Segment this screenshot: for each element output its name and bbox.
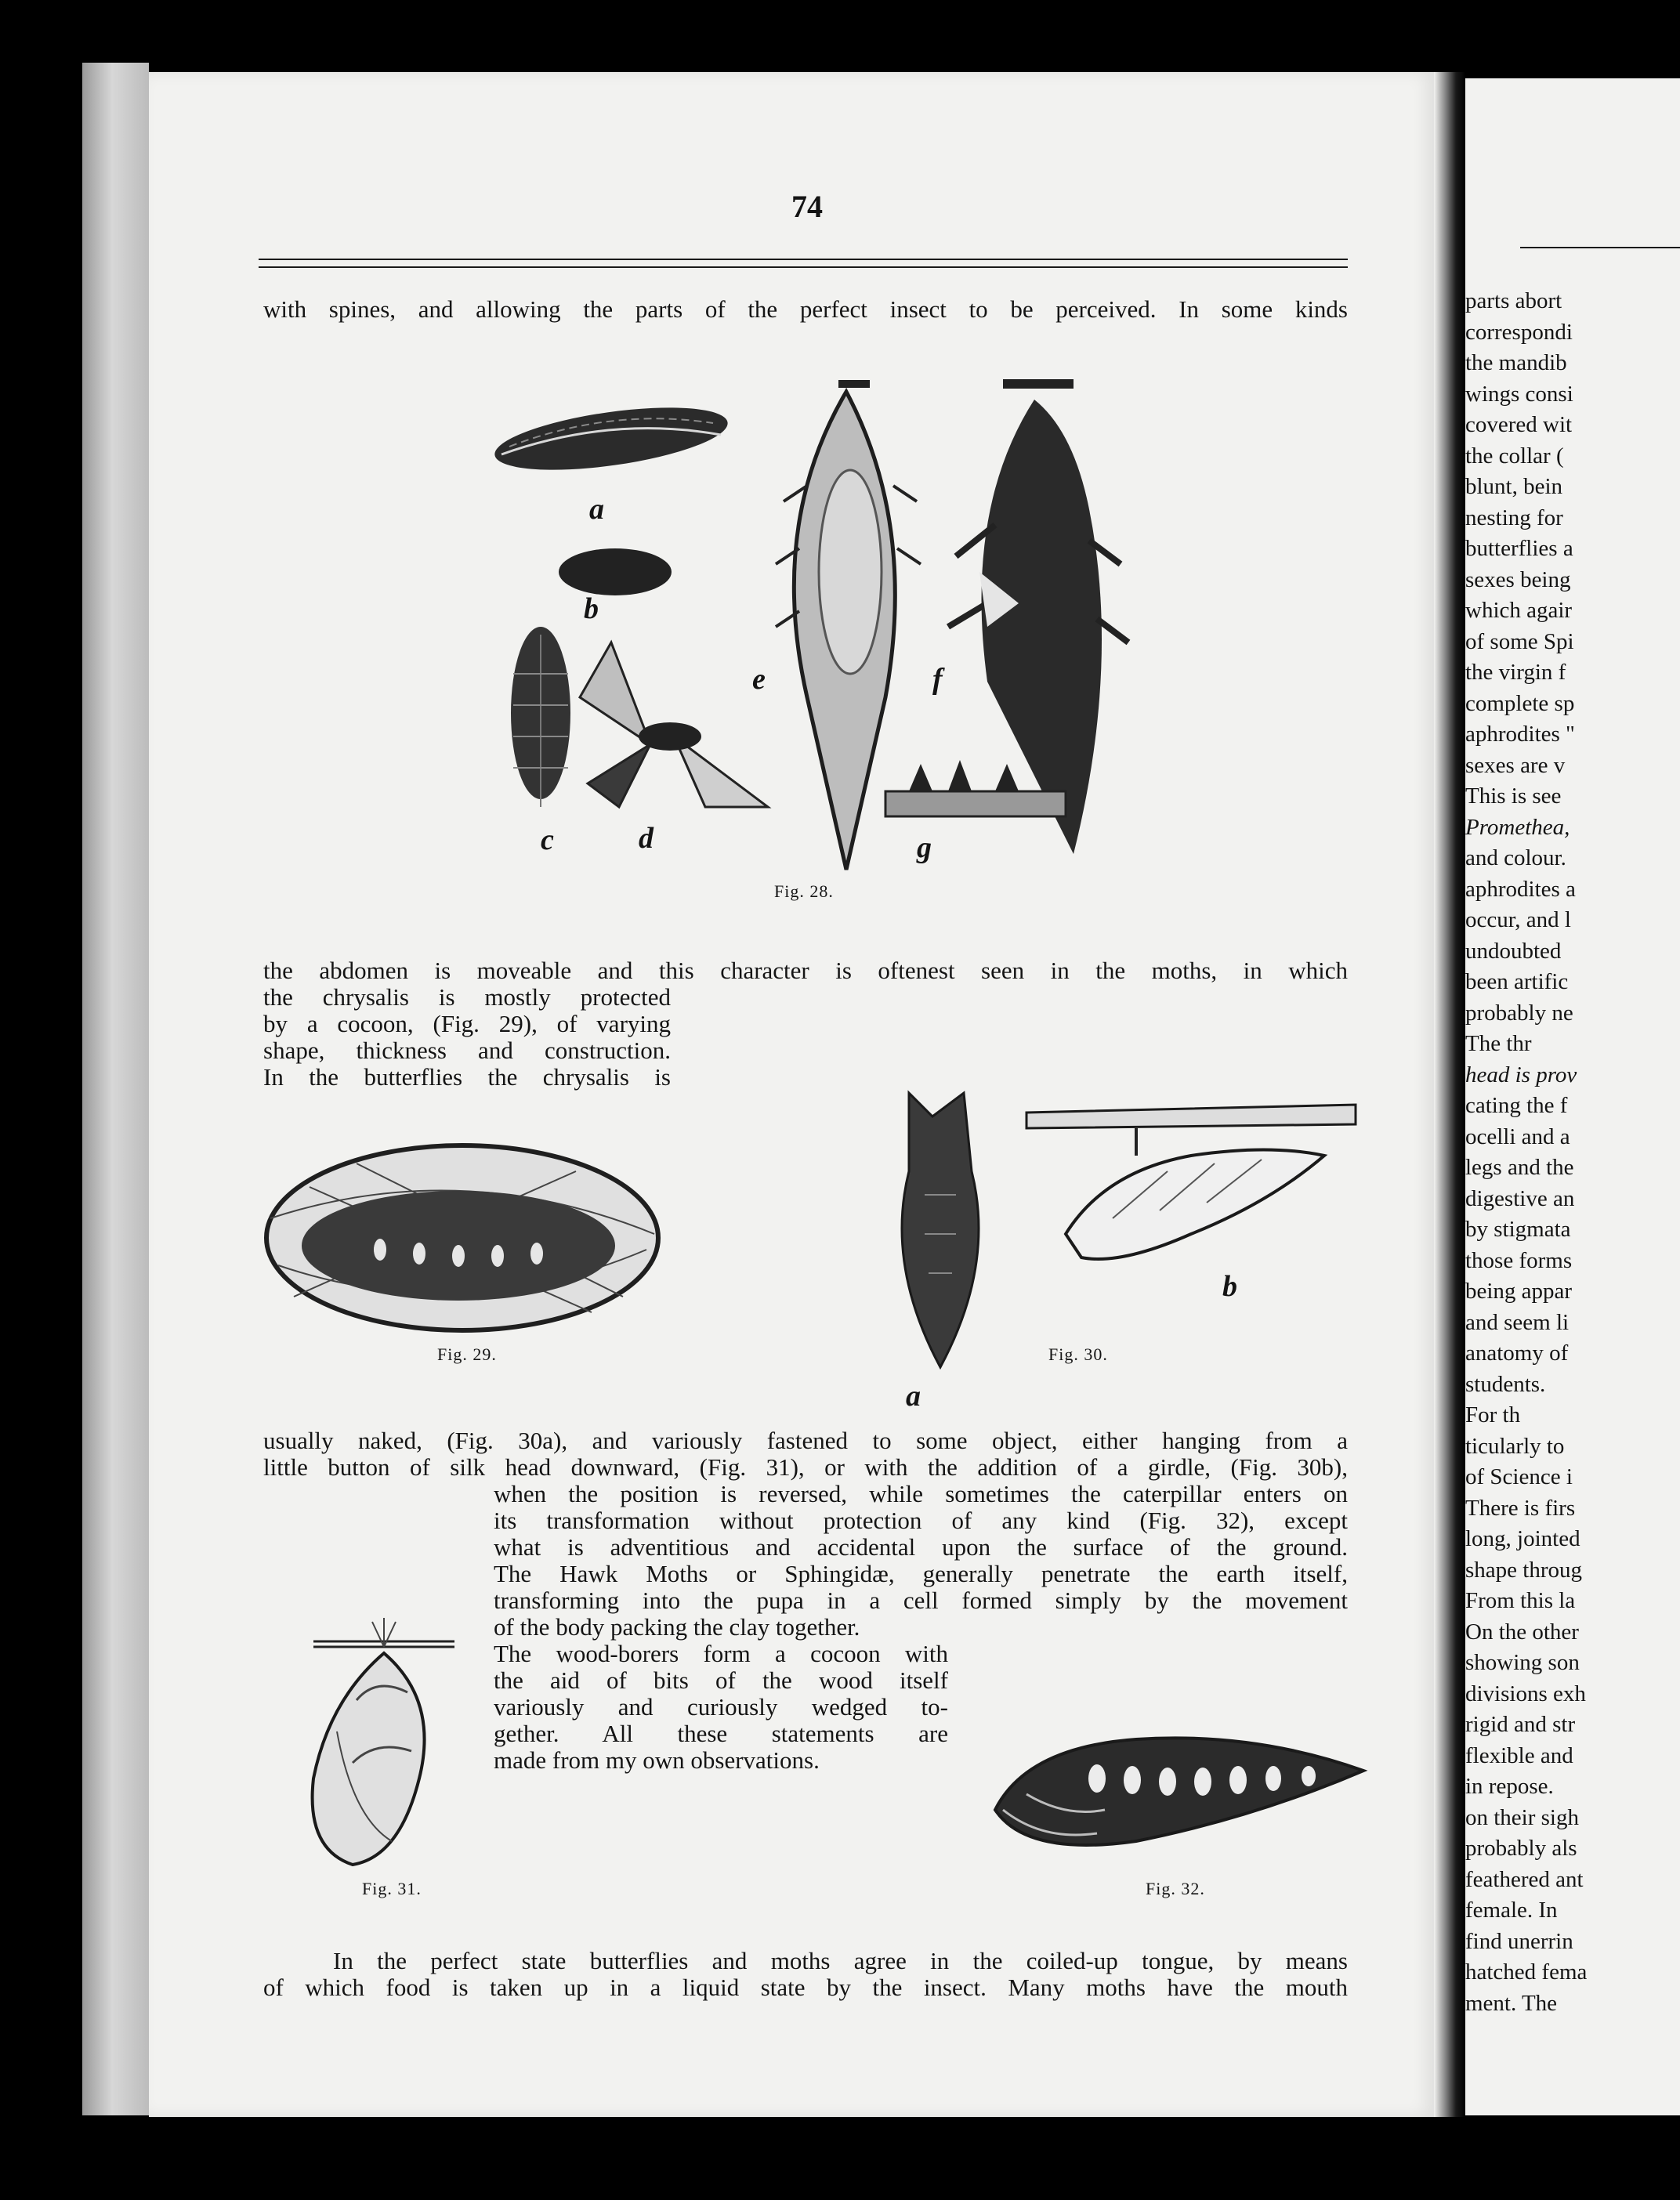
- text-line: of which food is taken up in a liquid state by the insect. Many moths have the mouth: [263, 1974, 1348, 2001]
- text-line: with spines, and allowing the parts of the perfect insect to be perceived. In some kinds: [263, 296, 1348, 323]
- right-page-text-line: students.: [1465, 1371, 1546, 1397]
- page-number: 74: [791, 189, 823, 224]
- book-gutter: [1434, 72, 1465, 2117]
- right-page-text-line: of Science i: [1465, 1464, 1573, 1489]
- text-line: The wood-borers form a cocoon with: [494, 1641, 948, 1667]
- right-page-text-line: the virgin f: [1465, 660, 1566, 685]
- right-page-text-line: those forms: [1465, 1247, 1573, 1273]
- fig30-label-a: a: [906, 1380, 921, 1413]
- right-page-text-line: On the other: [1465, 1619, 1579, 1645]
- right-page-text-line: flexible and: [1465, 1742, 1573, 1768]
- right-page-text-line: parts abort: [1465, 288, 1562, 313]
- right-page-text-line: covered wit: [1465, 412, 1573, 437]
- pupa-drawing: [559, 548, 672, 595]
- fig29-cocoon-illustration: [262, 1140, 662, 1336]
- fig30-illustration: [862, 1077, 1371, 1375]
- right-page-text-line: blunt, bein: [1465, 474, 1563, 499]
- right-page-text-line: ocelli and a: [1465, 1124, 1570, 1149]
- fig28-label-b: b: [584, 592, 599, 625]
- fig28-illustration-right: [752, 368, 1144, 877]
- right-page-text-line: complete sp: [1465, 690, 1575, 716]
- right-page-text-line: and seem li: [1465, 1309, 1570, 1335]
- right-page-text-line: of some Spi: [1465, 628, 1574, 654]
- right-page-text-line: wings consi: [1465, 381, 1573, 407]
- right-page-text-line: divisions exh: [1465, 1681, 1586, 1706]
- right-page-text-line: being appar: [1465, 1279, 1573, 1304]
- right-page-text-line: and colour.: [1465, 845, 1566, 870]
- fig32-caption: Fig. 32.: [1146, 1879, 1205, 1898]
- right-page-text-line: Promethea,: [1465, 814, 1570, 840]
- fig28-label-e: e: [752, 663, 766, 696]
- book-page-right: [1465, 78, 1680, 2115]
- right-page-text-line: on their sigh: [1465, 1804, 1579, 1830]
- right-page-text-line: feathered ant: [1465, 1866, 1584, 1892]
- right-page-text-line: undoubted: [1465, 938, 1562, 964]
- right-page-text-line: For th: [1465, 1402, 1521, 1427]
- text-line: In the perfect state butterflies and moths agree in the coiled-up tongue, by means: [333, 1948, 1348, 1974]
- right-page-text-line: aphrodites a: [1465, 876, 1576, 902]
- right-page-text-line: shape throug: [1465, 1557, 1582, 1583]
- fig29-caption: Fig. 29.: [437, 1344, 497, 1364]
- fig31-illustration: [282, 1606, 470, 1880]
- right-page-text-line: hatched fema: [1465, 1959, 1588, 1985]
- right-page-text-line: anatomy of: [1465, 1341, 1569, 1366]
- right-header-rule: [1520, 247, 1680, 248]
- right-page-text-line: sexes being: [1465, 566, 1571, 592]
- text-line: In the butterflies the chrysalis is: [263, 1064, 671, 1091]
- fig28-label-g: g: [917, 831, 932, 864]
- right-page-text-line: probably als: [1465, 1836, 1577, 1861]
- header-rule-bottom: [259, 266, 1348, 268]
- fig28-label-a: a: [589, 493, 604, 526]
- right-page-text-line: long, jointed: [1465, 1526, 1580, 1551]
- fig30-caption: Fig. 30.: [1048, 1344, 1108, 1364]
- right-page-text-line: butterflies a: [1465, 536, 1573, 561]
- text-line: little button of silk head downward, (Fig. 31), or with the addition of a girdle, (Fig. 30b),: [263, 1454, 1348, 1481]
- right-page-text-line: in repose.: [1465, 1774, 1554, 1799]
- right-page-text-line: digestive an: [1465, 1185, 1575, 1211]
- hanging-chrysalis-drawing: [902, 1093, 979, 1367]
- right-page-text-line: ment. The: [1465, 1990, 1558, 2016]
- right-page-text-line: From this la: [1465, 1588, 1576, 1613]
- text-line: the aid of bits of the wood itself: [494, 1667, 948, 1694]
- right-page-text-line: showing son: [1465, 1650, 1580, 1675]
- right-page-text-line: This is see: [1465, 783, 1562, 809]
- right-page-text-line: sexes are v: [1465, 752, 1566, 778]
- text-line: when the position is reversed, while sometimes the caterpillar enters on: [494, 1481, 1348, 1507]
- right-page-text-line: nesting for: [1465, 505, 1563, 530]
- book-page-edges: [82, 63, 149, 2115]
- header-rule-top: [259, 259, 1348, 260]
- text-line: its transformation without protection of any kind (Fig. 32), except: [494, 1507, 1348, 1534]
- fig31-caption: Fig. 31.: [362, 1879, 422, 1898]
- text-line: of the body packing the clay together.: [494, 1614, 860, 1641]
- text-line: made from my own observations.: [494, 1747, 820, 1774]
- text-line: the chrysalis is mostly protected: [263, 984, 671, 1011]
- fig28-label-d: d: [639, 822, 654, 855]
- right-page-text-line: find unerrin: [1465, 1928, 1573, 1954]
- right-page-text-line: the mandib: [1465, 350, 1567, 375]
- text-line: transforming into the pupa in a cell formed simply by the movement: [494, 1587, 1348, 1614]
- fig30-label-b: b: [1222, 1270, 1237, 1303]
- fig28-label-c: c: [541, 823, 554, 856]
- right-page-text-line: probably ne: [1465, 1000, 1573, 1026]
- right-page-text-line: rigid and str: [1465, 1712, 1576, 1737]
- text-line: by a cocoon, (Fig. 29), of varying: [263, 1011, 671, 1037]
- right-page-text-line: The thr: [1465, 1031, 1532, 1056]
- chrysalis-drawing: [511, 627, 570, 807]
- right-page-text-line: cating the f: [1465, 1093, 1568, 1118]
- right-page-text-line: ticularly to: [1465, 1433, 1565, 1459]
- girdled-chrysalis-drawing: [1026, 1105, 1356, 1259]
- right-page-text-line: which agair: [1465, 598, 1573, 623]
- right-page-text-line: There is firs: [1465, 1495, 1576, 1521]
- fig28-label-f: f: [932, 663, 943, 696]
- right-page-text-line: female. In: [1465, 1898, 1558, 1923]
- right-page-text-line: occur, and l: [1465, 907, 1571, 932]
- right-page-text-line: aphrodites ": [1465, 722, 1575, 747]
- text-line: usually naked, (Fig. 30a), and variously fastened to some object, either hanging from a: [263, 1427, 1348, 1454]
- fig28-caption: Fig. 28.: [774, 881, 834, 901]
- right-page-text-line: the collar (: [1465, 443, 1564, 469]
- moth-drawing: [580, 642, 768, 807]
- text-line: gether. All these statements are: [494, 1721, 948, 1747]
- text-line: The Hawk Moths or Sphingidæ, generally penetrate the earth itself,: [494, 1561, 1348, 1587]
- text-line: what is adventitious and accidental upon the surface of the ground.: [494, 1534, 1348, 1561]
- right-page-text-line: legs and the: [1465, 1155, 1574, 1180]
- text-line: variously and curiously wedged to-: [494, 1694, 948, 1721]
- fig32-illustration: [979, 1716, 1371, 1873]
- hanging-cocoon-drawing: [948, 384, 1128, 854]
- right-page-text-line: been artific: [1465, 969, 1569, 994]
- right-page-text-line: by stigmata: [1465, 1217, 1571, 1242]
- text-line: the abdomen is moveable and this character is oftenest seen in the moths, in which: [263, 957, 1348, 984]
- caterpillar-drawing: [491, 396, 732, 481]
- right-page-text-line: correspondi: [1465, 319, 1573, 345]
- text-line: shape, thickness and construction.: [263, 1037, 671, 1064]
- right-page-text-line: head is prov: [1465, 1062, 1577, 1087]
